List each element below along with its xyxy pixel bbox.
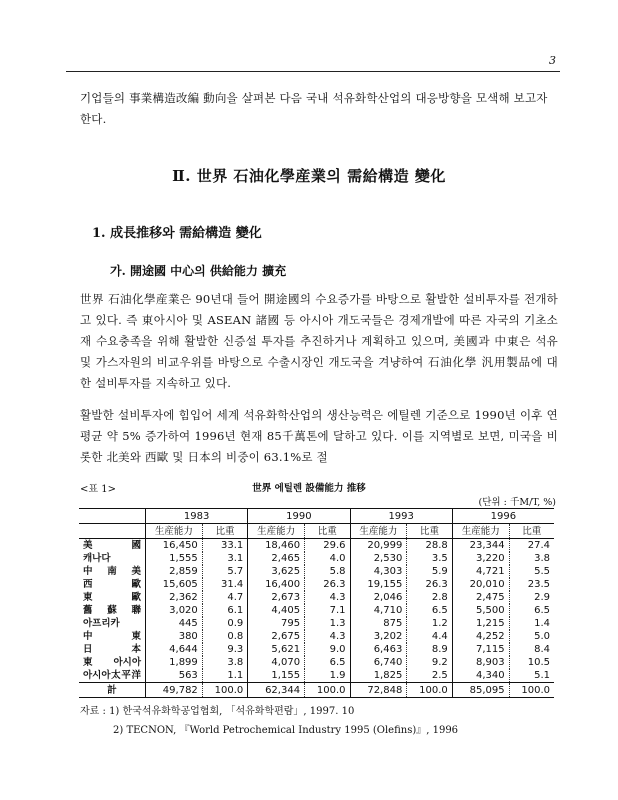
table-row [79,617,554,630]
share-cell: 4.3 [305,591,350,604]
sources-prefix: 자료 : [80,706,106,717]
sources-note [80,702,458,740]
share-cell: 7.1 [305,604,350,617]
region-cell: 中東 [83,631,141,642]
share-cell: 4.7 [202,591,247,604]
share-cell: 9.2 [407,656,452,669]
table-body [79,539,554,698]
capacity-cell: 445 [146,617,203,630]
capacity-cell: 16,450 [146,539,203,553]
share-cell: 29.6 [305,539,350,553]
table-row [79,604,554,617]
table-year-header-row [79,509,554,524]
year-header: 1990 [248,509,350,524]
table-row [79,591,554,604]
share-cell: 100.0 [509,683,554,698]
share-cell: 0.9 [202,617,247,630]
share-cell: 6.1 [202,604,247,617]
share-cell: 28.8 [407,539,452,553]
capacity-cell: 20,010 [452,578,509,591]
region-cell: 舊蘇聯 [83,605,141,616]
table-row [79,539,554,553]
capacity-cell: 23,344 [452,539,509,553]
table-corner-cell [79,524,146,539]
region-cell: 아프리카 [83,618,120,629]
source-1: 1) 한국석유화학공업협회, 「석유화학편람」, 1997. 10 [109,706,355,717]
capacity-cell: 20,999 [350,539,407,553]
share-cell: 1.9 [305,669,350,683]
share-cell: 3.5 [407,552,452,565]
capacity-cell: 6,463 [350,643,407,656]
capacity-cell: 1,155 [248,669,305,683]
capacity-cell: 16,400 [248,578,305,591]
share-cell: 5.1 [509,669,554,683]
share-cell: 5.5 [509,565,554,578]
source-2: 2) TECNON, 『World Petrochemical Industry 1995 (Olefins)』, 1996 [113,725,459,736]
share-cell: 5.7 [202,565,247,578]
share-header: 比重 [305,524,350,539]
capacity-cell: 85,095 [452,683,509,698]
share-cell: 6.5 [509,604,554,617]
region-cell: 計 [79,683,146,698]
capacity-cell: 1,825 [350,669,407,683]
share-cell: 100.0 [305,683,350,698]
capacity-cell: 2,675 [248,630,305,643]
region-cell: 日本 [83,644,141,655]
share-cell: 100.0 [202,683,247,698]
capacity-cell: 19,155 [350,578,407,591]
region-cell: 아시아太平洋 [83,670,141,681]
sub-heading: 1. 成長推移와 需給構造 變化 [92,226,262,241]
capacity-cell: 795 [248,617,305,630]
capacity-cell: 7,115 [452,643,509,656]
capacity-header: 生産能力 [146,524,203,539]
page-number: 3 [549,54,556,67]
capacity-cell: 4,721 [452,565,509,578]
capacity-cell: 18,460 [248,539,305,553]
capacity-cell: 2,046 [350,591,407,604]
share-cell: 0.8 [202,630,247,643]
table-row [79,630,554,643]
capacity-cell: 380 [146,630,203,643]
table-row [79,565,554,578]
capacity-cell: 2,465 [248,552,305,565]
region-cell: 캐나다 [83,553,111,564]
table-label: <표 1> [80,484,116,495]
share-cell: 33.1 [202,539,247,553]
share-cell: 1.1 [202,669,247,683]
capacity-cell: 3,020 [146,604,203,617]
share-cell: 6.5 [305,656,350,669]
table-row [79,669,554,683]
table-subheader-row [79,524,554,539]
capacity-cell: 4,252 [452,630,509,643]
share-cell: 26.3 [407,578,452,591]
share-cell: 26.3 [305,578,350,591]
capacity-cell: 875 [350,617,407,630]
capacity-cell: 2,530 [350,552,407,565]
table-row [79,578,554,591]
capacity-cell: 4,070 [248,656,305,669]
capacity-cell: 8,903 [452,656,509,669]
share-cell: 8.9 [407,643,452,656]
year-header: 1983 [146,509,248,524]
capacity-cell: 2,859 [146,565,203,578]
share-cell: 1.3 [305,617,350,630]
capacity-header: 生産能力 [248,524,305,539]
capacity-cell: 4,303 [350,565,407,578]
capacity-cell: 4,710 [350,604,407,617]
source-line-1 [80,702,458,721]
share-cell: 5.9 [407,565,452,578]
share-cell: 2.9 [509,591,554,604]
capacity-header: 生産能力 [350,524,407,539]
source-line-2 [80,721,458,740]
share-cell: 6.5 [407,604,452,617]
year-header: 1996 [452,509,554,524]
share-cell: 4.0 [305,552,350,565]
capacity-cell: 4,340 [452,669,509,683]
share-header: 比重 [509,524,554,539]
share-cell: 1.2 [407,617,452,630]
region-cell: 東아시아 [83,657,141,668]
capacity-cell: 563 [146,669,203,683]
capacity-cell: 72,848 [350,683,407,698]
capacity-cell: 3,220 [452,552,509,565]
capacity-cell: 2,475 [452,591,509,604]
capacity-cell: 62,344 [248,683,305,698]
capacity-cell: 5,621 [248,643,305,656]
region-cell: 美國 [83,540,141,551]
share-cell: 3.8 [509,552,554,565]
capacity-header: 生産能力 [452,524,509,539]
share-cell: 2.5 [407,669,452,683]
capacity-cell: 3,625 [248,565,305,578]
capacity-cell: 2,362 [146,591,203,604]
capacity-cell: 1,215 [452,617,509,630]
capacity-cell: 15,605 [146,578,203,591]
table-corner-cell [79,509,146,524]
capacity-cell: 4,644 [146,643,203,656]
subsub-heading: 가. 開途國 中心의 供給能力 擴充 [110,264,287,278]
share-cell: 5.0 [509,630,554,643]
capacity-cell: 6,740 [350,656,407,669]
share-cell: 100.0 [407,683,452,698]
intro-paragraph: 기업들의 事業構造改編 動向을 살펴본 다음 국내 석유화학산업의 대응방향을 모색해 보고자 한다. [80,91,548,126]
section-heading: Ⅱ. 世界 石油化學産業의 需給構造 變化 [172,167,446,185]
region-cell: 中南美 [83,566,141,577]
capacity-cell: 2,673 [248,591,305,604]
capacity-cell: 1,555 [146,552,203,565]
table-total-row [79,683,554,698]
share-cell: 4.3 [305,630,350,643]
body-paragraph-1: 世界 石油化學産業은 90년대 들어 開途國의 수요증가를 바탕으로 활발한 설비투자를 전개하고 있다. 즉 東아시아 및 ASEAN 諸國 등 아시아 개도국들은 경제개발에 따른 자국의 기초소재 수요충족을 위해 활발한 신증설 투자를 추진하거나 계획하고 있으며, 美國과 中東은 석유 및 가스자원의 비교우위를 바탕으로 수출시장인 개도국을 겨냥하여 石油化學 汎用製品에 대한 설비투자를 지속하고 있다. [80,292,558,390]
share-cell: 27.4 [509,539,554,553]
share-cell: 23.5 [509,578,554,591]
body-paragraph-2: 활발한 설비투자에 힘입어 세계 석유화학산업의 생산능력은 에틸렌 기준으로 1990년 이후 연평균 약 5% 증가하여 1996년 현재 85千萬톤에 달하고 있다. 이를 지역별로 보면, 미국을 비롯한 北美와 西歐 및 日本의 비중이 63.1%로 절 [80,408,558,464]
share-cell: 3.1 [202,552,247,565]
share-cell: 9.0 [305,643,350,656]
capacity-cell: 3,202 [350,630,407,643]
table-title: 世界 에틸렌 設備能力 推移 [252,483,366,494]
capacity-cell: 1,899 [146,656,203,669]
share-header: 比重 [202,524,247,539]
share-header: 比重 [407,524,452,539]
share-cell: 4.4 [407,630,452,643]
share-cell: 5.8 [305,565,350,578]
year-header: 1993 [350,509,452,524]
table-row [79,552,554,565]
header-rule [66,71,560,72]
table-row [79,643,554,656]
region-cell: 東歐 [83,592,141,603]
share-cell: 2.8 [407,591,452,604]
share-cell: 3.8 [202,656,247,669]
ethylene-capacity-table [79,508,554,698]
region-cell: 西歐 [83,579,141,590]
table-unit: (단위 : 千M/T, %) [478,497,556,508]
share-cell: 9.3 [202,643,247,656]
table-row [79,656,554,669]
capacity-cell: 4,405 [248,604,305,617]
capacity-cell: 5,500 [452,604,509,617]
share-cell: 10.5 [509,656,554,669]
share-cell: 8.4 [509,643,554,656]
capacity-cell: 49,782 [146,683,203,698]
share-cell: 31.4 [202,578,247,591]
share-cell: 1.4 [509,617,554,630]
